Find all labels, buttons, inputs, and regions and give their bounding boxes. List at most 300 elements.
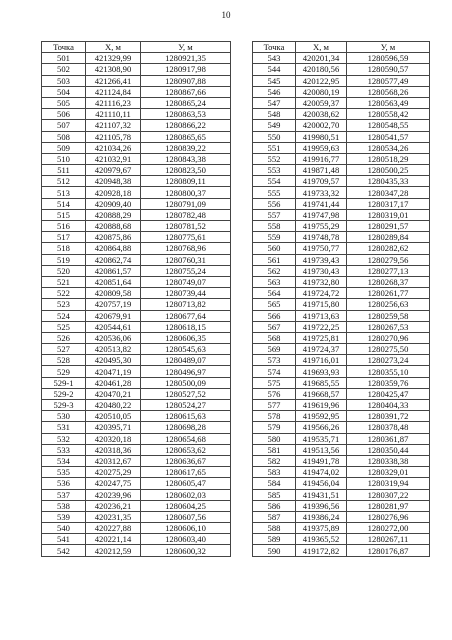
table-row xyxy=(42,400,231,411)
table-row xyxy=(42,142,231,153)
y-coordinate-cell: 1280268,37 xyxy=(347,276,430,287)
table-row xyxy=(42,355,231,366)
point-number-cell: 501 xyxy=(42,53,86,64)
x-coordinate-cell: 420757,19 xyxy=(86,299,141,310)
y-coordinate-cell: 1280809,11 xyxy=(141,176,231,187)
point-number-cell: 585 xyxy=(253,489,296,500)
point-number-cell: 502 xyxy=(42,64,86,75)
table-row xyxy=(42,344,231,355)
x-coordinate-cell: 419566,26 xyxy=(296,422,347,433)
point-number-cell: 587 xyxy=(253,511,296,522)
x-coordinate-cell: 420928,18 xyxy=(86,187,141,198)
table-row xyxy=(253,75,430,86)
x-coordinate-cell: 419715,80 xyxy=(296,299,347,310)
y-coordinate-cell: 1280259,58 xyxy=(347,310,430,321)
x-coordinate-cell: 419916,77 xyxy=(296,153,347,164)
point-number-cell: 538 xyxy=(42,500,86,511)
point-number-cell: 564 xyxy=(253,288,296,299)
point-number-cell: 567 xyxy=(253,321,296,332)
table-row xyxy=(42,64,231,75)
y-coordinate-cell: 1280338,38 xyxy=(347,455,430,466)
point-number-cell: 504 xyxy=(42,86,86,97)
y-coordinate-cell: 1280760,31 xyxy=(141,254,231,265)
y-coordinate-cell: 1280755,24 xyxy=(141,265,231,276)
table-row xyxy=(253,288,430,299)
y-coordinate-cell: 1280319,94 xyxy=(347,478,430,489)
x-coordinate-cell: 420231,35 xyxy=(86,511,141,522)
point-number-cell: 539 xyxy=(42,511,86,522)
table-row xyxy=(253,254,430,265)
table-row xyxy=(42,120,231,131)
point-number-cell: 558 xyxy=(253,221,296,232)
x-coordinate-cell: 419733,32 xyxy=(296,187,347,198)
y-coordinate-cell: 1280176,87 xyxy=(347,545,430,556)
y-coordinate-cell: 1280275,50 xyxy=(347,344,430,355)
point-number-cell: 519 xyxy=(42,254,86,265)
y-coordinate-cell: 1280256,63 xyxy=(347,299,430,310)
point-number-cell: 514 xyxy=(42,198,86,209)
y-coordinate-cell: 1280545,63 xyxy=(141,344,231,355)
x-coordinate-cell: 419722,25 xyxy=(296,321,347,332)
point-number-cell: 552 xyxy=(253,153,296,164)
x-coordinate-cell: 420312,67 xyxy=(86,455,141,466)
table-row xyxy=(42,232,231,243)
point-number-cell: 582 xyxy=(253,455,296,466)
table-row xyxy=(253,444,430,455)
x-coordinate-cell: 419748,78 xyxy=(296,232,347,243)
point-number-cell: 526 xyxy=(42,332,86,343)
point-number-cell: 589 xyxy=(253,534,296,545)
table-row xyxy=(253,433,430,444)
y-coordinate-cell: 1280781,52 xyxy=(141,221,231,232)
x-coordinate-cell: 419431,51 xyxy=(296,489,347,500)
table-row xyxy=(253,165,430,176)
y-coordinate-cell: 1280289,84 xyxy=(347,232,430,243)
x-coordinate-cell: 420227,88 xyxy=(86,523,141,534)
y-coordinate-cell: 1280865,24 xyxy=(141,97,231,108)
y-coordinate-cell: 1280921,35 xyxy=(141,53,231,64)
table-row xyxy=(253,232,430,243)
table-row xyxy=(42,310,231,321)
x-coordinate-cell: 419732,80 xyxy=(296,276,347,287)
point-number-cell: 506 xyxy=(42,109,86,120)
table-row xyxy=(42,489,231,500)
point-number-cell: 566 xyxy=(253,310,296,321)
table-row xyxy=(253,310,430,321)
table-row xyxy=(42,321,231,332)
x-coordinate-cell: 419513,56 xyxy=(296,444,347,455)
table-row xyxy=(253,153,430,164)
point-number-cell: 520 xyxy=(42,265,86,276)
table-row xyxy=(42,187,231,198)
y-coordinate-cell: 1280782,48 xyxy=(141,209,231,220)
point-number-cell: 563 xyxy=(253,276,296,287)
point-number-cell: 533 xyxy=(42,444,86,455)
x-coordinate-cell: 420122,95 xyxy=(296,75,347,86)
point-number-cell: 545 xyxy=(253,75,296,86)
point-number-cell: 527 xyxy=(42,344,86,355)
x-coordinate-cell: 420461,28 xyxy=(86,377,141,388)
y-coordinate-cell: 1280713,82 xyxy=(141,299,231,310)
y-coordinate-cell: 1280319,01 xyxy=(347,209,430,220)
point-number-cell: 540 xyxy=(42,523,86,534)
x-coordinate-cell: 420979,67 xyxy=(86,165,141,176)
y-coordinate-cell: 1280329,01 xyxy=(347,467,430,478)
table-row xyxy=(253,176,430,187)
x-coordinate-cell: 420888,29 xyxy=(86,209,141,220)
y-coordinate-cell: 1280606,35 xyxy=(141,332,231,343)
table-row xyxy=(42,109,231,120)
x-coordinate-cell: 420059,37 xyxy=(296,97,347,108)
y-coordinate-cell: 1280548,55 xyxy=(347,120,430,131)
x-coordinate-cell: 419747,98 xyxy=(296,209,347,220)
y-coordinate-cell: 1280350,44 xyxy=(347,444,430,455)
point-number-cell: 512 xyxy=(42,176,86,187)
x-coordinate-cell: 421116,23 xyxy=(86,97,141,108)
y-coordinate-cell: 1280615,63 xyxy=(141,411,231,422)
table-row xyxy=(253,97,430,108)
table-row xyxy=(253,120,430,131)
table-row xyxy=(42,97,231,108)
x-coordinate-cell: 419959,63 xyxy=(296,142,347,153)
y-coordinate-cell: 1280653,62 xyxy=(141,444,231,455)
y-coordinate-cell: 1280618,15 xyxy=(141,321,231,332)
point-number-cell: 508 xyxy=(42,131,86,142)
x-coordinate-cell: 420513,82 xyxy=(86,344,141,355)
point-number-cell: 568 xyxy=(253,332,296,343)
point-number-cell: 548 xyxy=(253,109,296,120)
x-coordinate-cell: 420236,21 xyxy=(86,500,141,511)
y-coordinate-cell: 1280281,97 xyxy=(347,500,430,511)
table-row xyxy=(42,221,231,232)
y-coordinate-cell: 1280500,25 xyxy=(347,165,430,176)
table-row xyxy=(253,265,430,276)
table-row xyxy=(42,534,231,545)
coordinates-table-left xyxy=(41,41,231,557)
point-number-cell: 565 xyxy=(253,299,296,310)
y-coordinate-cell: 1280267,11 xyxy=(347,534,430,545)
y-coordinate-cell: 1280604,25 xyxy=(141,500,231,511)
x-coordinate-cell: 419980,51 xyxy=(296,131,347,142)
table-body-left xyxy=(42,53,231,556)
table-row xyxy=(42,131,231,142)
table-row xyxy=(253,332,430,343)
table-row xyxy=(253,400,430,411)
x-coordinate-cell: 420544,61 xyxy=(86,321,141,332)
x-coordinate-cell: 419396,56 xyxy=(296,500,347,511)
point-number-cell: 581 xyxy=(253,444,296,455)
x-coordinate-cell: 419535,71 xyxy=(296,433,347,444)
point-number-cell: 578 xyxy=(253,411,296,422)
point-number-cell: 559 xyxy=(253,232,296,243)
y-coordinate-cell: 1280596,59 xyxy=(347,53,430,64)
x-coordinate-cell: 420875,86 xyxy=(86,232,141,243)
y-coordinate-cell: 1280654,68 xyxy=(141,433,231,444)
y-coordinate-cell: 1280270,96 xyxy=(347,332,430,343)
header-point: Точка xyxy=(42,42,86,53)
x-coordinate-cell: 420536,06 xyxy=(86,332,141,343)
y-coordinate-cell: 1280261,77 xyxy=(347,288,430,299)
y-coordinate-cell: 1280527,52 xyxy=(141,388,231,399)
point-number-cell: 513 xyxy=(42,187,86,198)
x-coordinate-cell: 419755,29 xyxy=(296,221,347,232)
x-coordinate-cell: 419724,72 xyxy=(296,288,347,299)
y-coordinate-cell: 1280276,96 xyxy=(347,511,430,522)
x-coordinate-cell: 419693,93 xyxy=(296,366,347,377)
x-coordinate-cell: 420480,22 xyxy=(86,400,141,411)
point-number-cell: 534 xyxy=(42,455,86,466)
point-number-cell: 544 xyxy=(253,64,296,75)
y-coordinate-cell: 1280917,98 xyxy=(141,64,231,75)
header-x: X, м xyxy=(86,42,141,53)
y-coordinate-cell: 1280749,07 xyxy=(141,276,231,287)
point-number-cell: 529-3 xyxy=(42,400,86,411)
y-coordinate-cell: 1280863,53 xyxy=(141,109,231,120)
x-coordinate-cell: 419365,52 xyxy=(296,534,347,545)
x-coordinate-cell: 419725,81 xyxy=(296,332,347,343)
x-coordinate-cell: 421110,11 xyxy=(86,109,141,120)
y-coordinate-cell: 1280425,47 xyxy=(347,388,430,399)
table-row xyxy=(42,444,231,455)
table-row xyxy=(42,478,231,489)
y-coordinate-cell: 1280524,27 xyxy=(141,400,231,411)
point-number-cell: 555 xyxy=(253,187,296,198)
table-row xyxy=(253,243,430,254)
table-row xyxy=(253,53,430,64)
y-coordinate-cell: 1280541,57 xyxy=(347,131,430,142)
x-coordinate-cell: 419724,37 xyxy=(296,344,347,355)
point-number-cell: 573 xyxy=(253,355,296,366)
y-coordinate-cell: 1280558,42 xyxy=(347,109,430,120)
table-row xyxy=(253,209,430,220)
x-coordinate-cell: 420471,19 xyxy=(86,366,141,377)
table-row xyxy=(42,209,231,220)
table-row xyxy=(253,478,430,489)
point-number-cell: 556 xyxy=(253,198,296,209)
x-coordinate-cell: 419668,57 xyxy=(296,388,347,399)
point-number-cell: 569 xyxy=(253,344,296,355)
table-body-right xyxy=(253,53,430,556)
table-row xyxy=(42,455,231,466)
y-coordinate-cell: 1280577,49 xyxy=(347,75,430,86)
x-coordinate-cell: 420861,57 xyxy=(86,265,141,276)
point-number-cell: 507 xyxy=(42,120,86,131)
table-row xyxy=(42,75,231,86)
y-coordinate-cell: 1280277,13 xyxy=(347,265,430,276)
y-coordinate-cell: 1280563,49 xyxy=(347,97,430,108)
table-row xyxy=(253,355,430,366)
x-coordinate-cell: 419730,43 xyxy=(296,265,347,276)
x-coordinate-cell: 419871,48 xyxy=(296,165,347,176)
table-row xyxy=(42,366,231,377)
point-number-cell: 535 xyxy=(42,467,86,478)
y-coordinate-cell: 1280500,09 xyxy=(141,377,231,388)
x-coordinate-cell: 420002,70 xyxy=(296,120,347,131)
x-coordinate-cell: 419375,89 xyxy=(296,523,347,534)
x-coordinate-cell: 420395,71 xyxy=(86,422,141,433)
point-number-cell: 529-2 xyxy=(42,388,86,399)
coordinates-table-right xyxy=(252,41,430,557)
y-coordinate-cell: 1280800,37 xyxy=(141,187,231,198)
y-coordinate-cell: 1280603,40 xyxy=(141,534,231,545)
point-number-cell: 529-1 xyxy=(42,377,86,388)
table-row xyxy=(42,545,231,556)
table-row xyxy=(42,198,231,209)
table-header-row xyxy=(42,42,231,53)
table-row xyxy=(42,388,231,399)
table-row xyxy=(42,433,231,444)
point-number-cell: 532 xyxy=(42,433,86,444)
point-number-cell: 575 xyxy=(253,377,296,388)
point-number-cell: 524 xyxy=(42,310,86,321)
table-row xyxy=(42,165,231,176)
table-row xyxy=(253,545,430,556)
table-row xyxy=(253,366,430,377)
x-coordinate-cell: 421032,91 xyxy=(86,153,141,164)
table-row xyxy=(253,500,430,511)
point-number-cell: 523 xyxy=(42,299,86,310)
point-number-cell: 541 xyxy=(42,534,86,545)
point-number-cell: 546 xyxy=(253,86,296,97)
x-coordinate-cell: 419709,57 xyxy=(296,176,347,187)
point-number-cell: 531 xyxy=(42,422,86,433)
table-row xyxy=(42,500,231,511)
table-row xyxy=(42,411,231,422)
table-row xyxy=(42,422,231,433)
x-coordinate-cell: 420888,68 xyxy=(86,221,141,232)
x-coordinate-cell: 420080,19 xyxy=(296,86,347,97)
header-x: X, м xyxy=(296,42,347,53)
point-number-cell: 528 xyxy=(42,355,86,366)
y-coordinate-cell: 1280267,53 xyxy=(347,321,430,332)
x-coordinate-cell: 420862,74 xyxy=(86,254,141,265)
y-coordinate-cell: 1280317,17 xyxy=(347,198,430,209)
header-y: У, м xyxy=(141,42,231,53)
table-row xyxy=(42,254,231,265)
table-row xyxy=(253,64,430,75)
x-coordinate-cell: 420495,30 xyxy=(86,355,141,366)
table-row xyxy=(253,198,430,209)
table-row xyxy=(253,422,430,433)
table-row xyxy=(42,276,231,287)
x-coordinate-cell: 420201,34 xyxy=(296,53,347,64)
x-coordinate-cell: 419685,55 xyxy=(296,377,347,388)
x-coordinate-cell: 420239,96 xyxy=(86,489,141,500)
point-number-cell: 509 xyxy=(42,142,86,153)
x-coordinate-cell: 421107,32 xyxy=(86,120,141,131)
point-number-cell: 517 xyxy=(42,232,86,243)
y-coordinate-cell: 1280347,28 xyxy=(347,187,430,198)
y-coordinate-cell: 1280775,61 xyxy=(141,232,231,243)
x-coordinate-cell: 419739,43 xyxy=(296,254,347,265)
x-coordinate-cell: 420275,29 xyxy=(86,467,141,478)
point-number-cell: 549 xyxy=(253,120,296,131)
y-coordinate-cell: 1280865,65 xyxy=(141,131,231,142)
y-coordinate-cell: 1280698,28 xyxy=(141,422,231,433)
y-coordinate-cell: 1280607,56 xyxy=(141,511,231,522)
point-number-cell: 583 xyxy=(253,467,296,478)
x-coordinate-cell: 421124,84 xyxy=(86,86,141,97)
y-coordinate-cell: 1280605,47 xyxy=(141,478,231,489)
table-row xyxy=(42,467,231,478)
table-row xyxy=(42,153,231,164)
x-coordinate-cell: 421308,90 xyxy=(86,64,141,75)
y-coordinate-cell: 1280677,64 xyxy=(141,310,231,321)
x-coordinate-cell: 419713,63 xyxy=(296,310,347,321)
table-row xyxy=(253,388,430,399)
point-number-cell: 547 xyxy=(253,97,296,108)
table-row xyxy=(42,332,231,343)
point-number-cell: 525 xyxy=(42,321,86,332)
x-coordinate-cell: 419619,96 xyxy=(296,400,347,411)
x-coordinate-cell: 421034,26 xyxy=(86,142,141,153)
x-coordinate-cell: 419386,24 xyxy=(296,511,347,522)
y-coordinate-cell: 1280404,33 xyxy=(347,400,430,411)
y-coordinate-cell: 1280568,26 xyxy=(347,86,430,97)
y-coordinate-cell: 1280273,24 xyxy=(347,355,430,366)
table-row xyxy=(253,377,430,388)
table-row xyxy=(253,411,430,422)
y-coordinate-cell: 1280291,57 xyxy=(347,221,430,232)
y-coordinate-cell: 1280435,33 xyxy=(347,176,430,187)
point-number-cell: 537 xyxy=(42,489,86,500)
table-row xyxy=(253,489,430,500)
page-number: 10 xyxy=(221,10,231,20)
point-number-cell: 542 xyxy=(42,545,86,556)
point-number-cell: 530 xyxy=(42,411,86,422)
x-coordinate-cell: 420221,14 xyxy=(86,534,141,545)
x-coordinate-cell: 421105,78 xyxy=(86,131,141,142)
y-coordinate-cell: 1280391,72 xyxy=(347,411,430,422)
x-coordinate-cell: 420851,64 xyxy=(86,276,141,287)
x-coordinate-cell: 421329,99 xyxy=(86,53,141,64)
point-number-cell: 516 xyxy=(42,221,86,232)
x-coordinate-cell: 420809,58 xyxy=(86,288,141,299)
table-row xyxy=(42,523,231,534)
table-row xyxy=(253,344,430,355)
y-coordinate-cell: 1280768,96 xyxy=(141,243,231,254)
point-number-cell: 515 xyxy=(42,209,86,220)
y-coordinate-cell: 1280867,66 xyxy=(141,86,231,97)
table-row xyxy=(253,299,430,310)
y-coordinate-cell: 1280791,09 xyxy=(141,198,231,209)
point-number-cell: 505 xyxy=(42,97,86,108)
table-row xyxy=(253,221,430,232)
x-coordinate-cell: 419474,02 xyxy=(296,467,347,478)
x-coordinate-cell: 420318,36 xyxy=(86,444,141,455)
y-coordinate-cell: 1280617,65 xyxy=(141,467,231,478)
x-coordinate-cell: 419716,01 xyxy=(296,355,347,366)
point-number-cell: 588 xyxy=(253,523,296,534)
table-row xyxy=(253,455,430,466)
point-number-cell: 561 xyxy=(253,254,296,265)
x-coordinate-cell: 419592,95 xyxy=(296,411,347,422)
point-number-cell: 554 xyxy=(253,176,296,187)
x-coordinate-cell: 419741,44 xyxy=(296,198,347,209)
point-number-cell: 521 xyxy=(42,276,86,287)
table-row xyxy=(42,377,231,388)
y-coordinate-cell: 1280739,44 xyxy=(141,288,231,299)
point-number-cell: 529 xyxy=(42,366,86,377)
y-coordinate-cell: 1280843,38 xyxy=(141,153,231,164)
point-number-cell: 579 xyxy=(253,422,296,433)
y-coordinate-cell: 1280600,32 xyxy=(141,545,231,556)
table-row xyxy=(42,265,231,276)
x-coordinate-cell: 419456,04 xyxy=(296,478,347,489)
y-coordinate-cell: 1280355,10 xyxy=(347,366,430,377)
x-coordinate-cell: 420864,88 xyxy=(86,243,141,254)
table-row xyxy=(253,276,430,287)
